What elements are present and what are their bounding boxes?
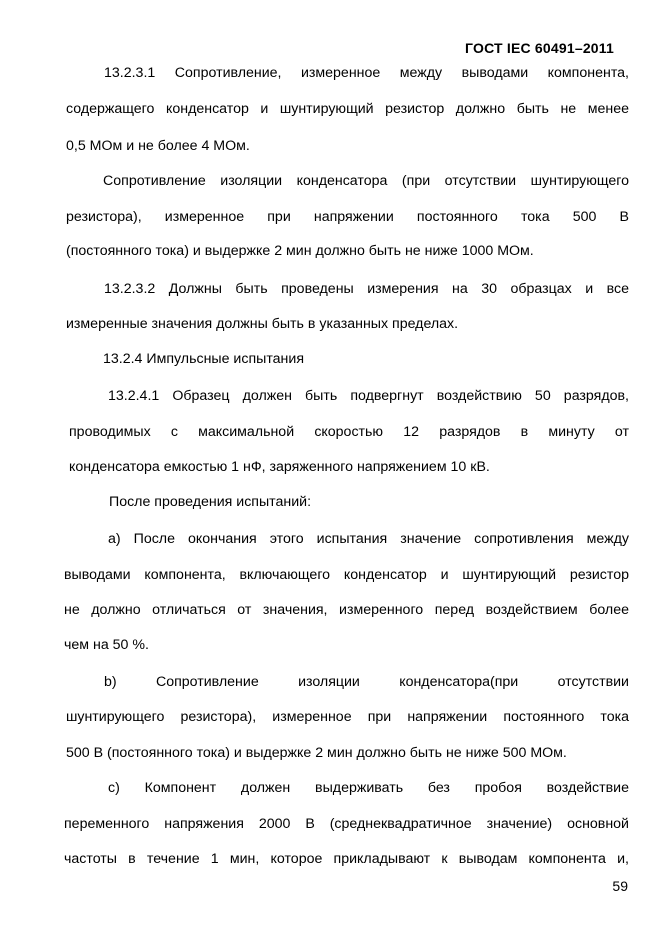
text-line: проводимых с максимальной скоростью 12 разрядов в минуту от (69, 424, 629, 440)
text-line: резистора), измеренное при напряжении постоянного тока 500 В (66, 209, 629, 225)
text-line: b) Сопротивление изоляции конденсатора(при отсутствии (104, 674, 629, 690)
text-line: 0,5 МОм и не более 4 МОм. (66, 138, 250, 154)
text-line: с) Компонент должен выдерживать без пробоя воздействие (108, 780, 629, 796)
text-line: переменного напряжения 2000 В (среднеквадратичное значение) основной (64, 816, 629, 832)
standard-header: ГОСТ IEC 60491–2011 (465, 40, 614, 56)
text-line: 13.2.3.2 Должны быть проведены измерения на 30 образцах и все (104, 281, 629, 297)
text-line: содержащего конденсатор и шунтирующий резистор должно быть не менее (66, 101, 629, 117)
text-line: (постоянного тока) и выдержке 2 мин должно быть не ниже 1000 МОм. (66, 243, 534, 259)
text-line: конденсатора емкостью 1 нФ, заряженного напряжением 10 кВ. (69, 459, 490, 475)
section-heading: 13.2.4 Импульсные испытания (103, 351, 305, 367)
text-line: шунтирующего резистора), измеренное при напряжении постоянного тока (66, 709, 629, 725)
text-line: 500 В (постоянного тока) и выдержке 2 мин должно быть не ниже 500 МОм. (66, 745, 567, 761)
text-line: 13.2.3.1 Сопротивление, измеренное между выводами компонента, (104, 65, 629, 81)
text-line: 13.2.4.1 Образец должен быть подвергнут воздействию 50 разрядов, (108, 388, 629, 404)
text-line: Сопротивление изоляции конденсатора (при отсутствии шунтирующего (103, 173, 629, 189)
page-number: 59 (612, 878, 628, 894)
text-line: чем на 50 %. (64, 637, 149, 653)
text-line: измеренные значения должны быть в указанных пределах. (66, 316, 459, 332)
text-line: а) После окончания этого испытания значение сопротивления между (108, 531, 629, 547)
text-line: После проведения испытаний: (109, 494, 312, 510)
text-line: не должно отличаться от значения, измеренного перед воздействием более (64, 602, 629, 618)
text-line: выводами компонента, включающего конденсатор и шунтирующий резистор (64, 567, 629, 583)
text-line: частоты в течение 1 мин, которое прикладывают к выводам компонента и, (64, 851, 629, 867)
